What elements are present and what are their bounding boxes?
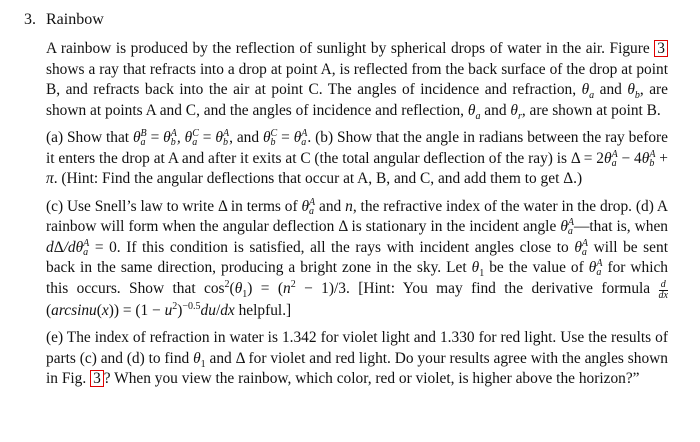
problem-heading [24, 10, 682, 30]
math-theta-a: $\theta_a$ [581, 81, 595, 102]
math-theta-b: $\theta_b$ [627, 81, 640, 102]
problem-number: 3. [24, 11, 36, 28]
math-delta-4: Δ [235, 349, 245, 367]
problem-body [46, 39, 668, 390]
math-theta-a-A-3: θ A a [574, 237, 588, 258]
intro-text-2: shows a ray that refracts into a drop at point A, is reflected from the back surface of the drop at point B, and refracts back into the air at point C. The angles of incidence and refraction, [46, 60, 668, 98]
math-stationary-condition: dΔ/dθ A a = 0 [46, 237, 117, 258]
part-c-text-9: be the value of [489, 259, 584, 276]
figure-link-2[interactable]: 3 [90, 370, 104, 387]
math-eq-theta-b-equal: θ B a = θ A b , θ C a = θ A b [132, 128, 230, 148]
part-c-text-11: . [Hint: You may find the derivative formula [345, 279, 651, 297]
part-c-text-1: (c) Use Snell’s law to write [46, 197, 215, 215]
math-theta-r: $\theta_r$ [510, 101, 522, 122]
part-c-text-3: and [319, 197, 342, 215]
part-a-text-3: . (b) Show that the angle in radians between the ray before it enters the drop at A and after it exits at C (the total angular deflection of the ray) is [46, 129, 668, 167]
math-delta-2: Δ [217, 197, 227, 215]
part-e-text-1: (e) The index of refraction in water is 1.342 for violet light and 1.330 for red light. Use the results of parts (c) and (d) to find [46, 329, 668, 367]
part-e-text-2: and [209, 349, 232, 367]
part-e-paragraph [46, 328, 668, 390]
problem-title: Rainbow [46, 11, 104, 28]
math-n: n [345, 197, 353, 215]
part-c-text-7: . If this condition is satisfied, all the rays with incident angles close to [116, 238, 569, 256]
math-theta-a-A-4: θ A a [588, 258, 603, 278]
math-theta-1: $\theta_1$ [471, 259, 485, 280]
part-a-text-5: .) [573, 170, 583, 187]
part-a-text-2: , and [229, 129, 260, 146]
part-c-text-6: —that is, when [574, 218, 669, 235]
math-delta-3: Δ [338, 218, 348, 235]
part-c-text-8: will be sent back in the same direction, producing a bright zone in the sky. Let [46, 238, 668, 276]
part-e-text-4: ? When you view the rainbow, which color, red or violet, is higher above the horizon?” [103, 370, 640, 387]
part-c-text-2: in terms of [230, 197, 298, 215]
intro-paragraph [46, 39, 668, 121]
part-c-text-4: , the refractive index of the water in the drop. (d) A rainbow will form when the angular deflection [46, 197, 668, 235]
part-a-text-4: . (Hint: Find the angular deflections that occur at A, B, and C, and add them to get [53, 170, 560, 187]
math-theta-1-2: $\theta_1$ [193, 349, 206, 370]
intro-text-1: A rainbow is produced by the reflection of sunlight by spherical drops of water in the air. Figure [46, 40, 650, 57]
part-e-text-3: for violet and red light. Do your results agree with the angles shown in Fig. [46, 349, 668, 387]
math-theta-a-2: $\theta_a$ [467, 101, 481, 122]
math-theta-a-A-2: θ A a [560, 217, 575, 237]
math-delta: Δ [563, 170, 574, 187]
math-derivative-formula: $\frac{d}{dx}$ $(\arcsin u(x)) = (1 - u^2)^{-0.5}du/dx$ [46, 278, 668, 319]
math-eq-delta: Δ = 2θ A a − 4θ A b + π [46, 148, 668, 187]
intro-text-5: and [484, 101, 507, 119]
intro-text-3: and [599, 81, 622, 98]
intro-text-6: , are shown at point B. [521, 101, 661, 119]
part-c-text-10: for which this occurs. Show that [46, 259, 669, 297]
math-cos-result: $\cos^2(\theta_1) = (n^2 - 1)/3$ [204, 278, 346, 300]
part-c-paragraph [46, 197, 668, 322]
part-c-text-12: helpful.] [238, 301, 292, 319]
figure-link[interactable]: 3 [654, 40, 668, 57]
math-eq-theta-c: θ C b = θ A a [262, 128, 308, 148]
part-a-text-1: (a) Show that [46, 129, 130, 146]
intro-text-4: , are shown at points A and C, and the angles of incidence and reflection, [46, 81, 668, 119]
math-theta-a-A: θ A a [301, 196, 316, 217]
part-a-paragraph [46, 128, 668, 190]
part-c-text-5: is stationary in the incident angle [351, 218, 557, 235]
